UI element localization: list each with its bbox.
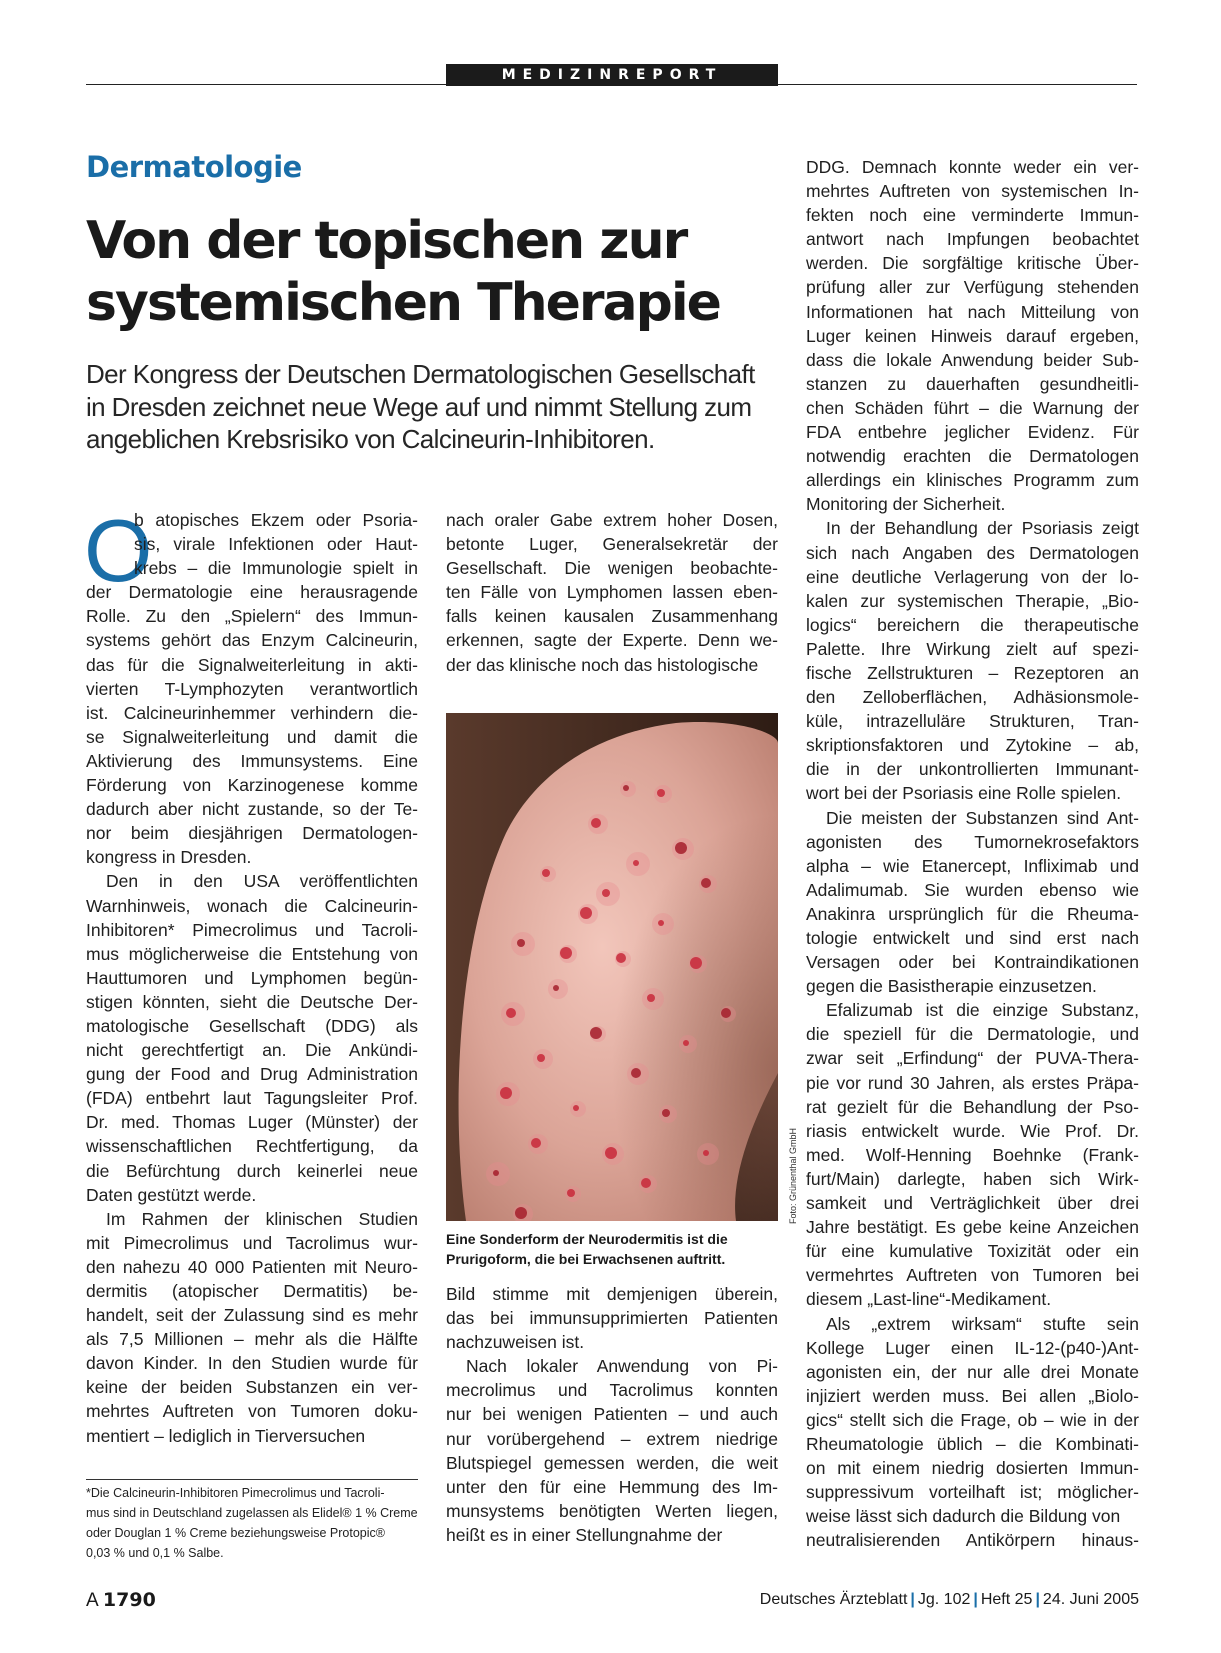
text-line: dass die lokale Anwendung beider Sub- [806,349,1139,370]
deck-line: Der Kongress der Deutschen Dermatologischen Gesellschaft [86,359,755,389]
lesion-spot [701,878,711,888]
lesion-spot [623,785,629,791]
text-line: stigen könnten, sieht die Deutsche Der- [86,991,418,1012]
text-line: Aktivierung des Immunsystems. Eine [86,750,418,771]
text-line: mus möglicherweise die Entstehung von [86,943,418,964]
text-line: vierten T-Lymphozyten verantwortlich [86,678,418,699]
text-line: Nach lokaler Anwendung von Pi- [466,1356,778,1377]
lesion-spot [500,1087,512,1099]
text-line: allerdings ein klinisches Programm zum [806,470,1139,491]
text-line: mentiert – lediglich in Tierversuchen [86,1425,366,1446]
text-line: suppressivum vorteilhaft ist; möglicher- [806,1482,1139,1503]
text-line: gegen die Basistherapie einzusetzen. [806,976,1097,997]
text-line: antwort nach Impfungen beobachtet [806,229,1139,250]
text-line: ten Fälle von Lymphomen lassen eben- [446,582,778,603]
lesion-spot [662,1109,670,1117]
text-line: kongress in Dresden. [86,847,252,868]
text-line: nicht gerechtfertigt an. Die Ankündi- [86,1040,418,1061]
lesion-spot [616,953,626,963]
page-number [86,1589,156,1612]
text-line: nur bei wenigen Patienten – und auch [446,1404,778,1425]
footnote-rule [86,1479,418,1480]
text-line: werden. Die sorgfältige kritische Über- [806,253,1139,274]
deck-line: in Dresden zeichnet neue Wege auf und nimmt Stellung zum [86,391,752,422]
text-line: zwar seit „Erfindung“ der PUVA-Thera- [806,1048,1139,1069]
text-line: rat gezielt für die Behandlung der Pso- [806,1096,1139,1117]
text-line: das für die Signalweiterleitung in akti- [86,654,418,675]
text-line: den nahezu 40 000 Patienten mit Neuro- [86,1256,418,1277]
caption-line: Eine Sonderform der Neurodermitis ist die [446,1231,728,1247]
photo-credit: Foto: Grünenthal GmbH [788,1127,798,1224]
lesion-spot [537,1054,545,1062]
text-line: alpha – wie Etanercept, Infliximab und [806,855,1139,876]
text-line: stanzen zu dauerhaften gesundheitli- [806,373,1139,394]
text-line: vermehrtes Auftreten von Tumoren bei [806,1265,1139,1286]
text-line: Informationen hat nach Mitteilung von [806,301,1139,322]
text-line: se Signalweiterleitung und damit die [86,726,418,747]
text-line: Als „extrem wirksam“ stufte sein [826,1313,1139,1334]
footnote-line: mus sind in Deutschland zugelassen als Elidel® 1 % Creme [86,1506,418,1520]
text-line: die speziell für die Dermatologie, und [806,1024,1139,1045]
footnote-line: *Die Calcineurin-Inhibitoren Pimecrolimus und Tacroli- [86,1486,385,1500]
text-line: Förderung von Karzinogenese komme [86,775,418,796]
text-line: mehrtes Auftreten von Tumoren doku- [86,1401,418,1422]
text-line: skriptionsfaktoren und Zytokine – ab, [806,735,1139,756]
headline-line: Von der topischen zur [86,211,687,271]
lesion-spot [658,920,664,926]
text-line: agonisten des Tumornekrosefaktors [806,831,1139,852]
text-line: die Befürchtung durch keinerlei neue [86,1160,418,1181]
text-line: diesem „Last-line“-Medikament. [806,1289,1052,1310]
text-line: weise lässt sich dadurch die Bildung von [806,1506,1121,1527]
text-line: matologische Gesellschaft (DDG) als [86,1015,418,1036]
lesion-spot [602,889,610,897]
text-line: erkennen, sagte der Experte. Denn we- [446,630,778,651]
text-line: fische Zellstrukturen – Rezeptoren an [806,662,1139,683]
text-line: In der Behandlung der Psoriasis zeigt [826,518,1139,539]
journal-volume: Jg. 102 [917,1591,971,1608]
text-line: als 7,5 Millionen – mehr als die Hälfte [86,1329,418,1350]
deck-line: angeblichen Krebsrisiko von Calcineurin-Inhibitoren. [86,424,655,454]
journal-date: 24. Juni 2005 [1042,1591,1139,1608]
text-line: die in der unkontrollierten Immunant- [806,759,1139,780]
drop-cap: O [84,501,153,600]
lesion-spot [573,1105,579,1111]
text-line: nur vorübergehend – extrem niedrige [446,1428,778,1449]
text-line: ist. Calcineurinhemmer verhindern die- [86,702,418,723]
text-line: prüfung aller zur Verfügung stehenden [806,277,1139,298]
text-line: injiziert werden muss. Bei allen „Biolo- [806,1385,1139,1406]
caption-line: Prurigoform, die bei Erwachsenen auftritt. [446,1251,726,1267]
text-line: dadurch aber nicht zustande, so der Te- [86,799,418,820]
text-line: Den in den USA veröffentlichten [106,871,418,892]
text-line: Jahre bestätigt. Es gebe keine Anzeichen [806,1217,1139,1238]
lesion-spot [493,1170,499,1176]
text-line: chen Schäden führt – die Warnung der [806,397,1139,418]
text-line: unter den für eine Hemmung des Im- [446,1476,778,1497]
text-line: falls keinen kausalen Zusammenhang [446,606,778,627]
text-line: logics“ bereichern die therapeutische [806,614,1139,635]
text-line: krebs – die Immunologie spielt in [134,558,418,579]
text-line: sis, virale Infektionen oder Haut- [134,534,418,555]
text-line: Dr. med. Thomas Luger (Münster) der [86,1112,418,1133]
text-line: Adalimumab. Sie wurden ebenso wie [806,879,1139,900]
text-line: Versagen oder bei Kontraindikationen [806,952,1139,973]
text-line: Bild stimme mit demjenigen überein, [446,1284,778,1304]
skin-lesion-photo [446,713,778,1221]
journal-info [760,1591,1139,1609]
footnote [86,1483,418,1563]
text-line: Inhibitoren* Pimecrolimus und Tacroli- [86,919,418,940]
body-column-2-bottom [446,1282,778,1547]
lesion-spot [567,1189,575,1197]
lesion-spot [553,985,559,991]
text-line: für eine kumulative Toxizität oder ein [806,1241,1139,1262]
text-line: notwendig erachten die Dermatologen [806,446,1139,467]
text-line: wort bei der Psoriasis eine Rolle spielen. [806,783,1122,804]
lesion-spot [531,1138,541,1148]
separator: | [1035,1591,1040,1608]
body-column-3 [806,155,1139,1552]
text-line: Die meisten der Substanzen sind Ant- [826,807,1139,828]
text-line: med. Wolf-Henning Boehnke (Frank- [806,1144,1139,1165]
photo-caption [446,1229,778,1269]
text-line: neutralisierenden Antikörpern hinaus- [806,1530,1139,1551]
text-line: agonisten ein, der nur alle drei Monate [806,1361,1139,1382]
lesion-spot [675,842,687,854]
text-line: mehrtes Auftreten von systemischen In- [806,181,1139,202]
lesion-spot [506,1008,516,1018]
text-line: keine der beiden Substanzen ein ver- [86,1377,418,1398]
text-line: furt/Main) darlegte, haben sich Wirk- [806,1168,1139,1189]
article-photo [446,713,778,1221]
text-line: davon Kinder. In den Studien wurde für [86,1353,418,1374]
footnote-line: 0,03 % und 0,1 % Salbe. [86,1546,224,1560]
text-line: Anakinra ursprünglich für die Rheuma- [806,903,1139,924]
article-headline [86,210,766,334]
lesion-spot [657,789,665,797]
text-line: Warnhinweis, wonach die Calcineurin- [86,895,418,916]
lesion-spot [633,860,639,866]
journal-issue: Heft 25 [980,1591,1033,1608]
text-line: riasis entwickelt wurde. Wie Prof. Dr. [806,1120,1139,1141]
lesion-spot [605,1147,617,1159]
text-line: mit Pimecrolimus und Tacrolimus wur- [86,1232,418,1253]
page-prefix: A [86,1590,98,1611]
text-line: Im Rahmen der klinischen Studien [106,1208,418,1229]
text-line: wissenschaftlichen Rechtfertigung, da [86,1136,418,1157]
body-column-2-top [446,508,778,677]
article-deck [86,358,786,456]
text-line: (FDA) entbehrt laut Tagungsleiter Prof. [86,1088,418,1109]
text-line: nach oraler Gabe extrem hoher Dosen, [446,510,778,530]
separator: | [973,1591,978,1608]
text-line: gics“ stellt sich die Frage, ob – wie in der [806,1409,1139,1430]
text-line: Gesellschaft. Die wenigen beobachte- [446,558,778,579]
lesion-spot [580,907,592,919]
text-line: tologie entwickelt und sind erst nach [806,928,1139,948]
text-line: Monitoring der Sicherheit. [806,494,1006,515]
text-line: on mit einem niedrig dosierten Immun- [806,1458,1139,1479]
body-column-1 [84,501,418,1448]
text-line: nachzuweisen ist. [446,1332,585,1353]
lesion-spot [631,1068,641,1078]
text-line: kalen zur systemischen Therapie, „Bio- [806,590,1139,611]
separator: | [910,1591,915,1608]
lesion-spot [591,818,601,828]
lesion-spot [515,1207,527,1219]
text-line: Daten gestützt werde. [86,1184,257,1205]
text-line: heißt es in einer Stellungnahme der [446,1524,723,1545]
lesion-spot [683,1040,689,1046]
text-line: gung der Food and Drug Administration [86,1064,418,1085]
text-line: Luger keinen Hinweis darauf ergeben, [806,325,1139,346]
text-line: Rolle. Zu den „Spielern“ des Immun- [86,606,418,627]
text-line: Hauttumoren und Lymphomen begün- [86,967,418,988]
footnote-line: oder Douglan 1 % Creme beziehungsweise Protopic® [86,1526,385,1540]
text-line: pie vor rund 30 Jahren, als erstes Präpa- [806,1072,1139,1093]
text-line: den Zelloberflächen, Adhäsionsmole- [806,687,1139,708]
article-kicker: Dermatologie [86,150,302,184]
text-line: eine deutliche Verlagerung von der lo- [806,566,1139,587]
text-line: der das klinische noch das histologische [446,654,759,675]
lesion-spot [703,1150,709,1156]
headline-line: systemischen Therapie [86,273,720,333]
lesion-spot [721,1008,731,1018]
text-line: betonte Luger, Generalsekretär der [446,534,778,555]
text-line: Kollege Luger einen IL-12-(p40-)Ant- [806,1337,1139,1358]
section-label: MEDIZINREPORT [446,64,778,86]
text-line: b atopisches Ekzem oder Psoria- [134,510,418,530]
text-line: munsystems benötigten Werten liegen, [446,1500,778,1521]
text-line: FDA entbehre jeglicher Evidenz. Für [806,422,1139,443]
text-line: samkeit und Verträglichkeit über drei [806,1193,1139,1214]
lesion-spot [542,869,550,877]
text-line: küle, intrazelluläre Strukturen, Tran- [806,711,1139,732]
text-line: DDG. Demnach konnte weder ein ver- [806,157,1139,177]
lesion-spot [517,939,525,947]
lesion-spot [560,947,572,959]
text-line: dermitis (atopischer Dermatitis) be- [86,1281,418,1301]
text-line: fekten noch eine verminderte Immun- [806,205,1139,226]
journal-name: Deutsches Ärzteblatt [759,1591,908,1608]
page-number-value: 1790 [102,1589,156,1611]
lesion-spot [690,957,702,969]
text-line: handelt, seit der Zulassung sind es mehr [86,1305,418,1326]
lesion-spot [647,994,655,1002]
text-line: systems gehört das Enzym Calcineurin, [86,630,418,651]
text-line: der Dermatologie eine herausragende [86,582,418,603]
text-line: Blutspiegel gemessen werden, die weit [446,1452,778,1473]
text-line: Rheumatologie üblich – die Kombinati- [806,1433,1139,1454]
lesion-spot [641,1178,651,1188]
lesion-spot [590,1027,602,1039]
text-line: nor beim diesjährigen Dermatologen- [86,823,418,844]
text-line: das bei immunsupprimierten Patienten [446,1308,778,1329]
text-line: mecrolimus und Tacrolimus konnten [446,1380,778,1401]
text-line: Palette. Ihre Wirkung zielt auf spezi- [806,638,1139,659]
text-line: Efalizumab ist die einzige Substanz, [826,1000,1139,1021]
text-line: sich nach Angaben des Dermatologen [806,542,1139,563]
